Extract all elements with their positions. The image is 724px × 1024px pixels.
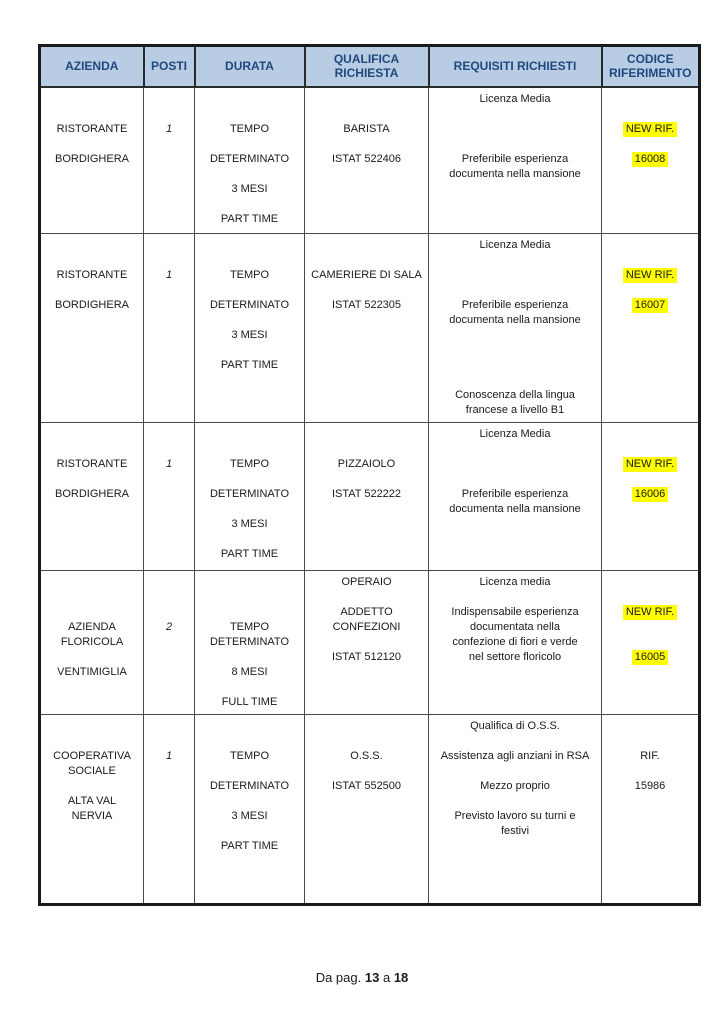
cell-line: Assistenza agli anziani in RSA <box>440 750 590 762</box>
cell-line: TEMPO <box>229 458 270 470</box>
footer-page-from: 13 <box>364 970 380 985</box>
header-durata: DURATA <box>195 46 305 87</box>
cell-line <box>197 605 302 620</box>
cell-line: ISTAT 512120 <box>331 651 402 663</box>
cell-line: 2 <box>165 621 173 633</box>
cell-line <box>431 442 599 457</box>
highlighted-text: 16006 <box>632 487 669 502</box>
cell-posti <box>144 715 195 905</box>
cell-line <box>604 122 696 137</box>
cell-line <box>197 734 302 749</box>
cell-qualifica <box>305 87 429 234</box>
cell-requisiti <box>429 571 602 715</box>
cell-line <box>43 719 141 734</box>
cell-line <box>431 107 599 122</box>
cell-requisiti <box>429 423 602 571</box>
header-qualifica: QUALIFICA RICHIESTA <box>305 46 429 87</box>
cell-line: OPERAIO <box>341 576 392 588</box>
cell-line <box>431 358 599 373</box>
cell-line <box>146 442 192 457</box>
cell-line: Previsto lavoro su turni e <box>454 810 576 822</box>
cell-requisiti <box>429 715 602 905</box>
cell-line: 3 MESI <box>231 810 268 822</box>
cell-line: O.S.S. <box>350 750 383 762</box>
cell-line: VENTIMIGLIA <box>57 666 127 678</box>
cell-line <box>307 92 426 107</box>
cell-line <box>307 764 426 779</box>
cell-durata <box>195 423 305 571</box>
cell-line: DETERMINATO <box>209 780 290 792</box>
highlighted-text: NEW RIF. <box>623 268 677 283</box>
cell-line <box>43 590 141 605</box>
cell-line <box>431 373 599 388</box>
table-row <box>40 715 700 905</box>
cell-line <box>307 283 426 298</box>
cell-line: documentata nella <box>470 621 560 633</box>
cell-requisiti <box>429 87 602 234</box>
cell-line: PART TIME <box>220 212 279 225</box>
cell-line <box>431 764 599 779</box>
cell-line <box>307 253 426 268</box>
cell-line <box>604 298 696 313</box>
cell-line <box>146 427 192 442</box>
cell-line <box>197 719 302 734</box>
cell-line <box>604 575 696 590</box>
highlighted-text: 16008 <box>632 152 669 167</box>
cell-line <box>604 268 696 283</box>
cell-line <box>604 152 696 167</box>
cell-line: DETERMINATO <box>209 152 290 165</box>
cell-line <box>604 107 696 122</box>
cell-line <box>43 472 141 487</box>
cell-line <box>146 253 192 268</box>
cell-line <box>43 283 141 298</box>
cell-posti <box>144 87 195 234</box>
cell-line: Preferibile esperienza <box>461 299 569 311</box>
cell-line: Licenza Media <box>479 92 551 105</box>
highlighted-text: 16007 <box>632 298 669 313</box>
cell-line: TEMPO <box>229 122 270 135</box>
cell-line: ISTAT 522222 <box>331 488 402 500</box>
cell-line: Preferibile esperienza <box>461 488 569 500</box>
cell-line: festivi <box>500 825 530 837</box>
cell-line <box>197 442 302 457</box>
cell-line <box>146 605 192 620</box>
cell-line <box>197 824 302 839</box>
cell-line <box>307 442 426 457</box>
cell-line <box>197 764 302 779</box>
cell-line: PART TIME <box>220 840 279 852</box>
cell-line <box>604 283 696 298</box>
cell-line: PART TIME <box>220 359 279 371</box>
highlighted-text: NEW RIF. <box>623 122 677 137</box>
cell-line <box>604 427 696 442</box>
cell-line <box>197 680 302 695</box>
cell-line: FLORICOLA <box>60 636 124 648</box>
cell-line: AZIENDA <box>68 621 116 633</box>
cell-posti <box>144 423 195 571</box>
footer-separator: a <box>382 970 391 985</box>
cell-line <box>197 590 302 605</box>
cell-line: documenta nella mansione <box>449 167 581 180</box>
cell-line <box>197 502 302 517</box>
cell-line: 8 MESI <box>231 666 268 678</box>
cell-line <box>604 137 696 152</box>
cell-line <box>43 575 141 590</box>
cell-line <box>197 197 302 212</box>
cell-line <box>307 635 426 650</box>
cell-line <box>197 283 302 298</box>
header-azienda: AZIENDA <box>40 46 144 87</box>
cell-line <box>197 137 302 152</box>
cell-line <box>431 472 599 487</box>
cell-line: ALTA VAL <box>67 795 117 807</box>
cell-line <box>146 719 192 734</box>
cell-line <box>604 764 696 779</box>
cell-line <box>431 590 599 605</box>
cell-line <box>604 92 696 107</box>
cell-line <box>146 238 192 253</box>
cell-line <box>604 734 696 749</box>
cell-line: 3 MESI <box>231 518 268 530</box>
cell-line: TEMPO <box>229 750 270 762</box>
cell-line: RIF. <box>640 750 660 762</box>
cell-line: FULL TIME <box>221 696 278 708</box>
cell-line: ISTAT 522406 <box>331 152 402 165</box>
cell-qualifica <box>305 571 429 715</box>
cell-line: ADDETTO <box>340 606 393 618</box>
cell-line: nel settore floricolo <box>468 651 562 663</box>
cell-line <box>43 650 141 665</box>
cell-line: PIZZAIOLO <box>337 458 396 470</box>
cell-line: Mezzo proprio <box>480 780 550 792</box>
cell-line <box>604 590 696 605</box>
header-posti: POSTI <box>144 46 195 87</box>
cell-line <box>307 107 426 122</box>
highlighted-text: 16005 <box>632 650 669 665</box>
cell-line <box>43 779 141 794</box>
cell-line: 1 <box>165 750 173 762</box>
cell-line: TEMPO <box>229 621 270 633</box>
cell-line: Qualifica di O.S.S. <box>470 720 560 732</box>
cell-line: 3 MESI <box>231 329 268 341</box>
cell-line <box>146 92 192 107</box>
cell-azienda <box>40 715 144 905</box>
cell-line <box>307 137 426 152</box>
cell-codice <box>602 715 700 905</box>
table-body <box>40 87 700 905</box>
cell-line: Licenza media <box>479 576 551 588</box>
cell-line <box>307 590 426 605</box>
page-range-footer <box>0 970 724 985</box>
cell-line: 1 <box>165 269 173 281</box>
cell-durata <box>195 87 305 234</box>
cell-line <box>197 107 302 122</box>
cell-durata <box>195 571 305 715</box>
cell-line: Licenza Media <box>479 239 551 251</box>
cell-line <box>604 253 696 268</box>
cell-line <box>604 442 696 457</box>
cell-line <box>197 92 302 107</box>
cell-line <box>604 635 696 650</box>
cell-line: Conoscenza della lingua <box>455 389 575 401</box>
cell-line: ISTAT 522305 <box>331 299 402 311</box>
cell-azienda <box>40 87 144 234</box>
cell-azienda <box>40 423 144 571</box>
cell-line: RISTORANTE <box>56 269 128 281</box>
cell-line <box>146 734 192 749</box>
cell-line <box>307 238 426 253</box>
cell-line <box>431 137 599 152</box>
cell-line: 1 <box>165 458 173 470</box>
cell-line: RISTORANTE <box>56 458 128 470</box>
cell-line <box>197 253 302 268</box>
cell-posti <box>144 234 195 423</box>
table-header <box>40 46 700 87</box>
cell-line <box>604 472 696 487</box>
cell-qualifica <box>305 423 429 571</box>
cell-line <box>431 328 599 343</box>
cell-line <box>604 238 696 253</box>
cell-line <box>604 457 696 472</box>
cell-line <box>604 487 696 502</box>
cell-line <box>43 734 141 749</box>
cell-line <box>307 719 426 734</box>
cell-line: PART TIME <box>220 548 279 560</box>
cell-line <box>197 313 302 328</box>
cell-line <box>197 472 302 487</box>
cell-line: DETERMINATO <box>209 488 290 500</box>
highlighted-text: NEW RIF. <box>623 605 677 620</box>
table-row <box>40 423 700 571</box>
cell-line: CONFEZIONI <box>332 621 401 633</box>
cell-line <box>431 122 599 137</box>
table-row <box>40 87 700 234</box>
cell-line: DETERMINATO <box>209 299 290 311</box>
cell-line <box>604 605 696 620</box>
cell-line <box>146 107 192 122</box>
footer-page-to: 18 <box>393 970 409 985</box>
cell-azienda <box>40 571 144 715</box>
cell-line <box>43 442 141 457</box>
cell-line: BORDIGHERA <box>55 152 129 165</box>
cell-line <box>431 457 599 472</box>
cell-requisiti <box>429 234 602 423</box>
cell-line <box>43 238 141 253</box>
cell-line: BORDIGHERA <box>55 488 129 500</box>
cell-durata <box>195 234 305 423</box>
cell-codice <box>602 423 700 571</box>
cell-line <box>307 472 426 487</box>
cell-line: confezione di fiori e verde <box>452 636 578 648</box>
cell-line: documenta nella mansione <box>449 314 581 326</box>
cell-line <box>43 92 141 107</box>
cell-durata <box>195 715 305 905</box>
cell-azienda <box>40 234 144 423</box>
cell-line: 1 <box>165 122 173 135</box>
cell-line: CAMERIERE DI SALA <box>311 269 422 281</box>
cell-line <box>431 253 599 268</box>
cell-line: TEMPO <box>229 269 270 281</box>
cell-line <box>431 794 599 809</box>
cell-line <box>146 575 192 590</box>
cell-line <box>43 605 141 620</box>
cell-line: ISTAT 552500 <box>331 780 402 792</box>
cell-line <box>604 650 696 665</box>
cell-line <box>197 167 302 182</box>
cell-line: Preferibile esperienza <box>461 152 569 165</box>
cell-line <box>307 734 426 749</box>
cell-posti <box>144 571 195 715</box>
cell-line <box>197 650 302 665</box>
cell-line: Licenza Media <box>479 428 551 440</box>
cell-line <box>307 427 426 442</box>
cell-line <box>604 719 696 734</box>
cell-line <box>431 268 599 283</box>
highlighted-text: NEW RIF. <box>623 457 677 472</box>
cell-line <box>197 343 302 358</box>
cell-qualifica <box>305 715 429 905</box>
cell-line: Indispensabile esperienza <box>451 606 579 618</box>
cell-line <box>604 620 696 635</box>
cell-line: BARISTA <box>343 122 390 135</box>
cell-line <box>43 253 141 268</box>
cell-codice <box>602 234 700 423</box>
cell-line <box>431 734 599 749</box>
cell-line: COOPERATIVA <box>53 750 131 762</box>
cell-line <box>197 532 302 547</box>
header-codice: CODICE RIFERIMENTO <box>602 46 700 87</box>
cell-line: RISTORANTE <box>56 122 128 135</box>
cell-qualifica <box>305 234 429 423</box>
cell-line <box>197 794 302 809</box>
cell-line <box>43 427 141 442</box>
job-listings-table <box>38 44 701 906</box>
cell-line: francese a livello B1 <box>465 404 565 416</box>
footer-prefix: Da pag. <box>315 970 362 985</box>
cell-line <box>146 590 192 605</box>
cell-line <box>197 575 302 590</box>
cell-line: SOCIALE <box>68 765 116 777</box>
cell-line <box>43 107 141 122</box>
cell-line: BORDIGHERA <box>55 299 129 311</box>
cell-line: documenta nella mansione <box>449 503 581 515</box>
cell-line <box>431 343 599 358</box>
cell-line: 15986 <box>634 780 666 792</box>
table-row <box>40 571 700 715</box>
cell-codice <box>602 87 700 234</box>
cell-line: 3 MESI <box>231 182 268 195</box>
cell-line <box>197 238 302 253</box>
cell-line: NERVIA <box>71 810 113 822</box>
cell-line <box>431 283 599 298</box>
cell-line <box>43 137 141 152</box>
cell-codice <box>602 571 700 715</box>
table-row <box>40 234 700 423</box>
cell-line <box>197 427 302 442</box>
cell-line: DETERMINATO <box>209 636 290 648</box>
header-requisiti: REQUISITI RICHIESTI <box>429 46 602 87</box>
